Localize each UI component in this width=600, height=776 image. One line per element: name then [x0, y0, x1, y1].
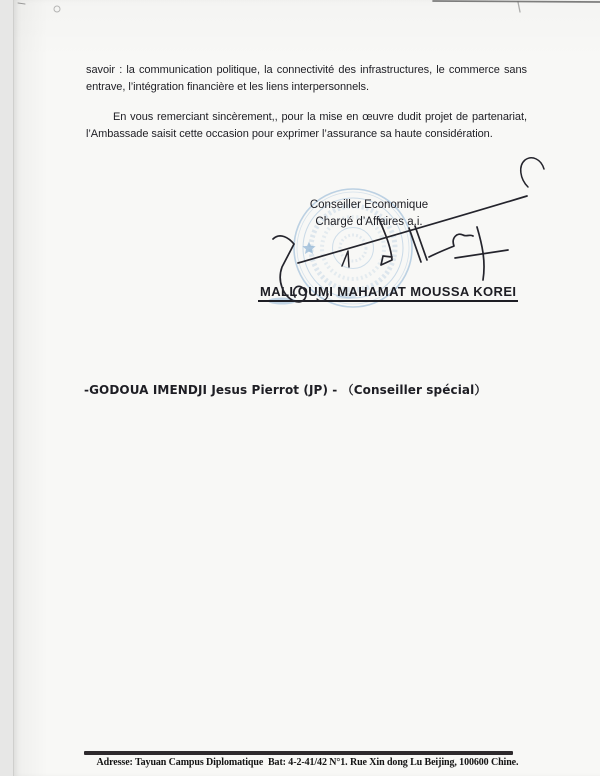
pen-hook-mark	[521, 158, 544, 187]
signature-title-block	[269, 197, 469, 230]
paragraph-1: savoir : la communication politique, la connectivité des infrastructures, le commerce sans entrave, l’intégration financière et les liens interpersonnels.	[86, 64, 527, 93]
signature-title-line2: Chargé d’Affaires a.i.	[315, 215, 423, 228]
signature-title-line1: Conseiller Economique	[309, 199, 429, 211]
scan-artifacts	[18, 1, 600, 12]
letter-paper	[13, 0, 600, 776]
stamp-star-icon	[302, 242, 315, 255]
footer-rule	[84, 751, 513, 755]
signatory-name: MALLOUMI MAHAMAT MOUSSA KOREI	[258, 284, 518, 302]
special-adviser-line: -GODOUA IMENDJI Jesus Pierrot (JP) - （Conseiller spécial）	[84, 383, 487, 397]
footer-address: Adresse: Tayuan Campus Diplomatique Bat: 4-2-41/42 N°1. Rue Xin dong Lu Beijing, 100600 Chine.	[96, 757, 519, 768]
letter-body	[86, 62, 527, 143]
paragraph-2: En vous remerciant sincèrement,, pour la mise en œuvre dudit projet de partenariat, l’Ambassade saisit cette occasion pour exprimer l’assurance sa haute considération.	[86, 111, 527, 140]
